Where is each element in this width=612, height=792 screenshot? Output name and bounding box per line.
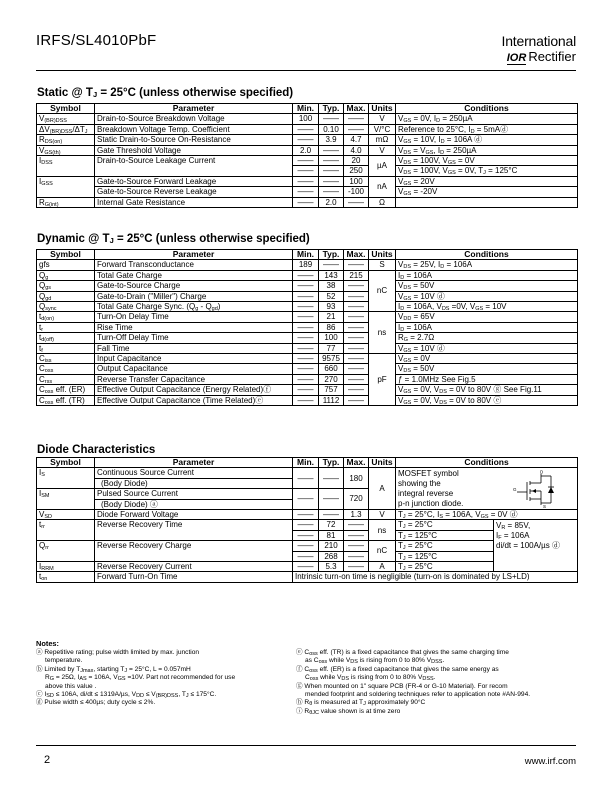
max-cell: 20 — [344, 156, 369, 166]
max-cell: 4.7 — [344, 135, 369, 145]
table-row — [37, 145, 578, 155]
condition-cell: $V_{DS} = 50V$ — [396, 281, 578, 291]
min-cell: —— — [293, 291, 319, 301]
header-divider — [36, 70, 576, 71]
col-symbol: Symbol — [37, 104, 95, 114]
table-row — [37, 354, 578, 364]
parameter-cell: Drain-to-Source Breakdown Voltage — [95, 114, 293, 124]
condition-cell — [396, 197, 578, 207]
source-label: S — [543, 503, 547, 508]
min-cell: —— — [293, 166, 319, 176]
logo-ior-mark: IOR — [506, 52, 527, 64]
parameter-cell: (Body Diode) — [95, 478, 293, 488]
note-2: ⓑ Limited by $T_{Jmax}$, starting $T_J = 25^\circ C$, L = 0.057mH — [36, 665, 191, 674]
condition-cell: $I_D = 106A$ — [396, 322, 578, 332]
max-cell: —— — [344, 260, 369, 270]
unit-cell: V — [369, 114, 396, 124]
typ-cell: 52 — [319, 291, 344, 301]
max-cell: 4.0 — [344, 145, 369, 155]
min-cell: —— — [293, 197, 319, 207]
typ-cell: 268 — [319, 551, 344, 561]
max-cell: —— — [344, 291, 369, 301]
typ-cell: 3.9 — [319, 135, 344, 145]
typ-cell: —— — [319, 156, 344, 166]
typ-cell: 2.0 — [319, 197, 344, 207]
symbol-cell: $Q_g$ — [37, 270, 95, 280]
typ-cell: 143 — [319, 270, 344, 280]
condition-cell: showing the — [396, 478, 494, 488]
table-row — [37, 374, 578, 384]
table-row — [37, 270, 578, 280]
min-cell: —— — [293, 281, 319, 291]
min-cell: 2.0 — [293, 145, 319, 155]
note-6-cont: $C_{oss}$ while $V_{DS}$ is rising from 0 to 80% $V_{DSS}$. — [305, 674, 436, 683]
typ-cell: —— — [319, 114, 344, 124]
max-cell: —— — [344, 197, 369, 207]
parameter-cell: Gate-to-Source Charge — [95, 281, 293, 291]
min-cell: —— — [293, 395, 319, 405]
col-symbol: Symbol — [37, 458, 95, 468]
table-row — [37, 541, 578, 551]
col-units: Units — [369, 458, 396, 468]
notes-heading: Notes: — [36, 639, 59, 648]
parameter-cell: Diode Forward Voltage — [95, 510, 293, 520]
symbol-cell: $\Delta V_{(BR)DSS}/\Delta T_J$ — [37, 124, 95, 134]
col-parameter: Parameter — [95, 104, 293, 114]
part-number-title: IRFS/SL4010PbF — [36, 32, 157, 49]
min-cell: —— — [293, 530, 319, 540]
max-cell: —— — [344, 551, 369, 561]
table-row — [37, 302, 578, 312]
condition-cell: $V_{DD} = 65V$ — [396, 312, 578, 322]
condition-cell: $T_J = 25^\circ C$ — [396, 520, 494, 530]
col-units: Units — [369, 104, 396, 114]
note-9: ⓘ $R_{\theta JC}$ value shown is at time zero — [296, 707, 401, 716]
mosfet-diode-symbol-icon — [513, 470, 557, 508]
col-max: Max. — [344, 104, 369, 114]
col-conditions: Conditions — [396, 104, 578, 114]
table-row — [37, 385, 578, 395]
notes-right-column — [296, 649, 578, 716]
min-cell: —— — [293, 124, 319, 134]
min-cell: —— — [293, 374, 319, 384]
min-cell: 189 — [293, 260, 319, 270]
symbol-cell: $V_{GS(th)}$ — [37, 145, 95, 155]
unit-cell: V — [369, 510, 396, 520]
table-row — [37, 156, 578, 166]
col-min: Min. — [293, 104, 319, 114]
condition-cell: $V_{DS} = 50V$ — [396, 364, 578, 374]
parameter-cell: Total Gate Charge Sync. $(Q_g - Q_{gd})$ — [95, 302, 293, 312]
symbol-cell: $I_S$ — [37, 468, 95, 489]
max-cell: 215 — [344, 270, 369, 280]
condition-cell: $V_{GS} = 10V$, $I_D = 106A$ ⓓ — [396, 135, 578, 145]
table-row — [37, 260, 578, 270]
symbol-cell: $t_{d(off)}$ — [37, 333, 95, 343]
condition-cell: $V_{DS} = 25V$, $I_D = 106A$ — [396, 260, 578, 270]
col-typ: Typ. — [319, 458, 344, 468]
dynamic-table — [36, 249, 578, 406]
parameter-cell: Fall Time — [95, 343, 293, 353]
typ-cell: 0.10 — [319, 124, 344, 134]
symbol-cell: $C_{oss}$ — [37, 364, 95, 374]
max-cell: —— — [344, 364, 369, 374]
col-max: Max. — [344, 250, 369, 260]
condition-cell: $V_{GS} = 20V$ — [396, 176, 578, 186]
condition-right-cell: di/dt = 100A/µs ⓓ — [494, 541, 578, 551]
condition-cell: $V_{GS} = 10V$ ⓓ — [396, 291, 578, 301]
unit-cell: mΩ — [369, 135, 396, 145]
parameter-cell: Input Capacitance — [95, 354, 293, 364]
parameter-cell: Forward Transconductance — [95, 260, 293, 270]
unit-cell: µA — [369, 156, 396, 177]
table-row — [37, 114, 578, 124]
max-cell: 100 — [344, 176, 369, 186]
table-row — [37, 562, 578, 572]
min-cell: —— — [293, 176, 319, 186]
condition-cell: $V_{DS} = 100V$, $V_{GS} = 0V$ — [396, 156, 578, 166]
symbol-cell: $Q_{sync}$ — [37, 302, 95, 312]
logo-text-bottom: Rectifier — [528, 49, 576, 64]
parameter-cell: Forward Turn-On Time — [95, 572, 293, 582]
max-cell: —— — [344, 302, 369, 312]
parameter-cell: Internal Gate Resistance — [95, 197, 293, 207]
condition-cell: p-n junction diode. — [396, 499, 494, 509]
min-cell: —— — [293, 520, 319, 530]
symbol-cell: $t_f$ — [37, 343, 95, 353]
typ-cell: —— — [319, 176, 344, 186]
min-cell: —— — [293, 312, 319, 322]
company-logo — [502, 34, 576, 66]
min-cell: 100 — [293, 114, 319, 124]
col-typ: Typ. — [319, 250, 344, 260]
min-cell: —— — [293, 468, 319, 489]
parameter-cell: Gate Threshold Voltage — [95, 145, 293, 155]
table-row — [37, 281, 578, 291]
symbol-cell: $t_r$ — [37, 322, 95, 332]
min-cell: —— — [293, 385, 319, 395]
typ-cell: 21 — [319, 312, 344, 322]
min-cell: —— — [293, 364, 319, 374]
typ-cell: 270 — [319, 374, 344, 384]
col-typ: Typ. — [319, 104, 344, 114]
parameter-cell: Reverse Recovery Charge — [95, 541, 293, 562]
min-cell: —— — [293, 322, 319, 332]
condition-cell: $T_J = 25^\circ C$, $I_S = 106A$, $V_{GS} = 0V$ ⓓ — [396, 510, 578, 520]
note-2-cont: $R_G = 25\Omega$, $I_{AS} = 106A$, $V_{GS} =10V$. Part not recommended for use — [45, 674, 236, 683]
condition-right-cell — [494, 551, 578, 561]
max-cell: —— — [344, 520, 369, 530]
typ-cell: —— — [319, 187, 344, 197]
min-cell: —— — [293, 354, 319, 364]
symbol-cell: $t_{d(on)}$ — [37, 312, 95, 322]
typ-cell: —— — [319, 145, 344, 155]
typ-cell: —— — [319, 260, 344, 270]
symbol-cell: $Q_{rr}$ — [37, 541, 95, 562]
symbol-cell: $R_{DS(on)}$ — [37, 135, 95, 145]
condition-cell: $T_J = 25^\circ C$ — [396, 541, 494, 551]
condition-cell: integral reverse — [396, 489, 494, 499]
unit-cell: A — [369, 468, 396, 510]
max-cell: -100 — [344, 187, 369, 197]
symbol-cell: $I_{RRM}$ — [37, 562, 95, 572]
typ-cell: —— — [319, 468, 344, 489]
table-header-row — [37, 250, 578, 260]
unit-cell: V — [369, 145, 396, 155]
unit-cell: S — [369, 260, 396, 270]
table-row — [37, 520, 578, 530]
max-cell: 720 — [344, 489, 369, 510]
unit-cell: nC — [369, 270, 396, 312]
note-2-cont2: above this value . — [45, 682, 97, 690]
min-cell: —— — [293, 187, 319, 197]
table-row — [37, 572, 578, 582]
col-conditions: Conditions — [396, 458, 578, 468]
min-cell: —— — [293, 562, 319, 572]
typ-cell: 77 — [319, 343, 344, 353]
table-row — [37, 395, 578, 405]
symbol-cell: $R_{G(int)}$ — [37, 197, 95, 207]
symbol-cell: $I_{SM}$ — [37, 489, 95, 510]
max-cell: —— — [344, 343, 369, 353]
parameter-cell: Rise Time — [95, 322, 293, 332]
symbol-cell: $I_{GSS}$ — [37, 176, 95, 197]
note-1-cont: temperature. — [45, 657, 83, 665]
min-cell: —— — [293, 510, 319, 520]
parameter-cell: (Body Diode) ⓐ — [95, 499, 293, 509]
min-cell: —— — [293, 541, 319, 551]
note-7-cont: mended footprint and soldering techniques refer to application note #AN-994. — [305, 691, 531, 699]
typ-cell: —— — [319, 166, 344, 176]
col-units: Units — [369, 250, 396, 260]
unit-cell: pF — [369, 354, 396, 406]
max-cell: —— — [344, 114, 369, 124]
note-5: ⓔ $C_{oss}$ eff. (TR) is a fixed capacitance that gives the same charging time — [296, 649, 509, 657]
symbol-cell: $Q_{gd}$ — [37, 291, 95, 301]
table-row — [37, 176, 578, 186]
condition-right-cell — [494, 562, 578, 572]
notes-left-column — [36, 649, 298, 708]
condition-cell: $V_{DS} = 100V$, $V_{GS} = 0V$, $T_J = 125^\circ C$ — [396, 166, 578, 176]
diode-table — [36, 457, 578, 583]
note-1: ⓐ Repetitive rating; pulse width limited by max. junction — [36, 649, 200, 656]
logo-text-top: International — [501, 33, 576, 49]
table-row — [37, 468, 578, 478]
parameter-cell: Effective Output Capacitance (Energy Related)ⓕ — [95, 385, 293, 395]
symbol-cell: $V_{(BR)DSS}$ — [37, 114, 95, 124]
condition-cell: $T_J = 125^\circ C$ — [396, 530, 494, 540]
typ-cell: 757 — [319, 385, 344, 395]
max-cell: —— — [344, 374, 369, 384]
table-row — [37, 343, 578, 353]
drain-label: D — [540, 469, 544, 475]
unit-cell: A — [369, 562, 396, 572]
max-cell: —— — [344, 385, 369, 395]
footer-divider — [36, 745, 576, 746]
col-min: Min. — [293, 458, 319, 468]
table-row — [37, 322, 578, 332]
parameter-cell: Turn-Off Delay Time — [95, 333, 293, 343]
unit-cell: Ω — [369, 197, 396, 207]
min-cell: —— — [293, 156, 319, 166]
max-cell: 180 — [344, 468, 369, 489]
note-4: ⓓ Pulse width ≤ 400µs; duty cycle ≤ 2%. — [36, 699, 156, 707]
min-cell: —— — [293, 343, 319, 353]
col-conditions: Conditions — [396, 250, 578, 260]
condition-cell: Intrinsic turn-on time is negligible (turn-on is dominated by LS+LD) — [293, 572, 578, 582]
table-row — [37, 312, 578, 322]
col-parameter: Parameter — [95, 250, 293, 260]
max-cell: —— — [344, 333, 369, 343]
parameter-cell: Reverse Recovery Time — [95, 520, 293, 541]
parameter-cell: Drain-to-Source Leakage Current — [95, 156, 293, 177]
symbol-cell: $I_{DSS}$ — [37, 156, 95, 177]
parameter-cell: Reverse Transfer Capacitance — [95, 374, 293, 384]
max-cell: 1.3 — [344, 510, 369, 520]
min-cell: —— — [293, 270, 319, 280]
condition-cell: $V_{GS} = 0V$, $V_{DS} = 0V$ to 80V ⓖ See Fig.11 — [396, 385, 578, 395]
parameter-cell: Reverse Recovery Current — [95, 562, 293, 572]
max-cell: 250 — [344, 166, 369, 176]
symbol-cell: $C_{oss}$ eff. (ER) — [37, 385, 95, 395]
condition-cell: $T_J = 25^\circ C$ — [396, 562, 494, 572]
parameter-cell: Output Capacitance — [95, 364, 293, 374]
condition-cell: $V_{GS} = 0V$, $V_{DS} = 0V$ to 80V ⓔ — [396, 395, 578, 405]
min-cell: —— — [293, 551, 319, 561]
max-cell: —— — [344, 395, 369, 405]
unit-cell: ns — [369, 520, 396, 541]
note-7: ⓖ When mounted on 1" square PCB (FR-4 or G-10 Material). For recom — [296, 682, 508, 690]
col-parameter: Parameter — [95, 458, 293, 468]
typ-cell: —— — [319, 510, 344, 520]
symbol-cell: $t_{rr}$ — [37, 520, 95, 541]
table-row — [37, 135, 578, 145]
symbol-cell: $Q_{gs}$ — [37, 281, 95, 291]
min-cell: —— — [293, 489, 319, 510]
typ-cell: 1112 — [319, 395, 344, 405]
unit-cell: ns — [369, 312, 396, 354]
condition-right-cell: $V_R = 85V$, — [494, 520, 578, 530]
condition-right-cell: $I_F = 106A$ — [494, 530, 578, 540]
dynamic-section-title: Dynamic @ $T_J = 25^\circ C$ (unless otherwise specified) — [37, 233, 310, 245]
note-5-cont: as $C_{oss}$ while $V_{DS}$ is rising from 0 to 80% $V_{DSS}$. — [305, 657, 445, 666]
condition-cell: $V_{GS} = -20V$ — [396, 187, 578, 197]
symbol-cell: $C_{iss}$ — [37, 354, 95, 364]
table-row — [37, 291, 578, 301]
note-8: ⓗ $R_\theta$ is measured at $T_J$ approximately 90°C — [296, 699, 426, 708]
col-max: Max. — [344, 458, 369, 468]
typ-cell: 100 — [319, 333, 344, 343]
condition-cell: $V_{DS} = V_{GS}$, $I_D = 250\mu A$ — [396, 145, 578, 155]
condition-cell: $V_{GS} = 0V$, $I_D = 250\mu A$ — [396, 114, 578, 124]
table-header-row — [37, 458, 578, 468]
condition-cell: Reference to 25°C, $I_D$ = 5mAⓓ — [396, 124, 578, 134]
typ-cell: 86 — [319, 322, 344, 332]
table-row — [37, 197, 578, 207]
condition-cell: ƒ = 1.0MHz See Fig.5 — [396, 374, 578, 384]
parameter-cell: Continuous Source Current — [95, 468, 293, 478]
unit-cell: V/°C — [369, 124, 396, 134]
typ-cell: 660 — [319, 364, 344, 374]
notes-section — [36, 639, 576, 716]
typ-cell: —— — [319, 489, 344, 510]
condition-cell: $I_D = 106A$ — [396, 270, 578, 280]
max-cell: —— — [344, 562, 369, 572]
symbol-cell: $V_{SD}$ — [37, 510, 95, 520]
col-symbol: Symbol — [37, 250, 95, 260]
typ-cell: 9575 — [319, 354, 344, 364]
parameter-cell: Static Drain-to-Source On-Resistance — [95, 135, 293, 145]
parameter-cell: Effective Output Capacitance (Time Related)ⓔ — [95, 395, 293, 405]
col-min: Min. — [293, 250, 319, 260]
unit-cell: nA — [369, 176, 396, 197]
parameter-cell: Total Gate Charge — [95, 270, 293, 280]
max-cell: —— — [344, 541, 369, 551]
note-6: ⓕ $C_{oss}$ eff. (ER) is a fixed capacitance that gives the same energy as — [296, 665, 499, 674]
max-cell: —— — [344, 530, 369, 540]
min-cell: —— — [293, 302, 319, 312]
footer-url-link[interactable]: www.irf.com — [524, 756, 576, 767]
parameter-cell: Pulsed Source Current — [95, 489, 293, 499]
static-table — [36, 103, 578, 208]
parameter-cell: Breakdown Voltage Temp. Coefficient — [95, 124, 293, 134]
condition-cell: $T_J = 125^\circ C$ — [396, 551, 494, 561]
unit-cell: nC — [369, 541, 396, 562]
symbol-cell: $C_{oss}$ eff. (TR) — [37, 395, 95, 405]
parameter-cell: Gate-to-Drain ("Miller") Charge — [95, 291, 293, 301]
symbol-cell: gfs — [37, 260, 95, 270]
table-row — [37, 124, 578, 134]
condition-cell: $R_G = 2.7\Omega$ — [396, 333, 578, 343]
max-cell: —— — [344, 354, 369, 364]
page-number: 2 — [44, 754, 51, 766]
parameter-cell: Turn-On Delay Time — [95, 312, 293, 322]
typ-cell: 93 — [319, 302, 344, 312]
min-cell: —— — [293, 135, 319, 145]
condition-cell: $I_D = 106A$, $V_{DS} =0V$, $V_{GS} = 10V$ — [396, 302, 578, 312]
max-cell: —— — [344, 281, 369, 291]
symbol-cell: $C_{rss}$ — [37, 374, 95, 384]
table-row — [37, 510, 578, 520]
min-cell: —— — [293, 333, 319, 343]
parameter-cell: Gate-to-Source Reverse Leakage — [95, 187, 293, 197]
table-row — [37, 187, 578, 197]
condition-cell: $V_{GS} = 0V$ — [396, 354, 578, 364]
condition-cell: MOSFET symbol — [396, 468, 494, 478]
gate-label: G — [513, 486, 517, 492]
diode-section-title: Diode Characteristics — [37, 444, 156, 456]
max-cell: —— — [344, 124, 369, 134]
max-cell: —— — [344, 312, 369, 322]
typ-cell: 38 — [319, 281, 344, 291]
parameter-cell: Gate-to-Source Forward Leakage — [95, 176, 293, 186]
table-row — [37, 364, 578, 374]
symbol-cell: $t_{on}$ — [37, 572, 95, 582]
mosfet-symbol-cell — [494, 468, 578, 510]
note-3: ⓒ $I_{SD} \le 106A$, di/dt ≤ 1319A/µs, $V_{DD} \le V_{(BR)DSS}$, $T_J \le 175^\circ C$. — [36, 691, 217, 700]
table-header-row — [37, 104, 578, 114]
typ-cell: 81 — [319, 530, 344, 540]
typ-cell: 210 — [319, 541, 344, 551]
typ-cell: 72 — [319, 520, 344, 530]
max-cell: —— — [344, 322, 369, 332]
static-section-title: Static @ $T_J = 25^\circ C$ (unless otherwise specified) — [37, 87, 294, 99]
condition-cell: $V_{GS} = 10V$ ⓓ — [396, 343, 578, 353]
table-row — [37, 333, 578, 343]
typ-cell: 5.3 — [319, 562, 344, 572]
